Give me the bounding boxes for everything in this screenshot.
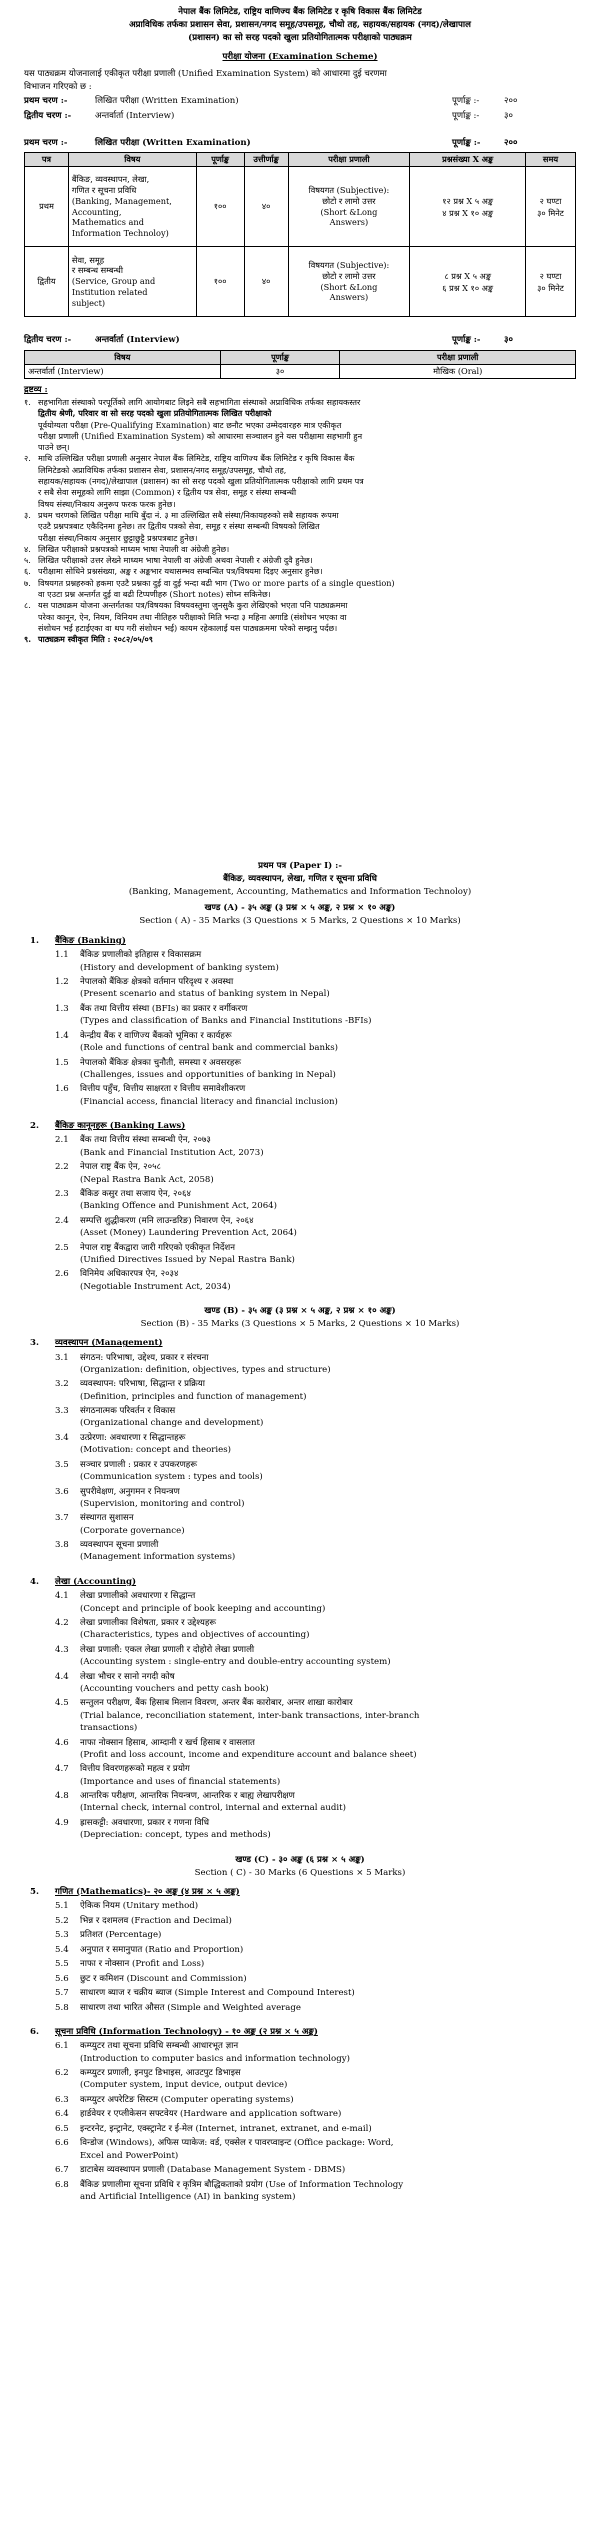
notes-title: द्रष्टव्य : bbox=[24, 385, 48, 395]
subtopic-line: नेपालको बैंकिङ क्षेत्रका चुनौती, समस्या र अवसरहरू bbox=[80, 1057, 242, 1068]
note-item-1 bbox=[24, 397, 576, 453]
section-a-title-en: Section ( A) - 35 Marks (3 Questions × 5 Marks, 2 Questions × 10 Marks) bbox=[139, 916, 461, 926]
col-header-subject: विषय bbox=[25, 351, 221, 365]
subtopic-number: 1.3 bbox=[55, 1003, 69, 1014]
time-cell bbox=[526, 247, 576, 317]
subtopic-line: संगठनात्मक परिवर्तन र विकास bbox=[80, 1406, 176, 1417]
time-line: २ घण्टा bbox=[539, 270, 562, 281]
paper1-subtitle: बैंकिङ, व्यवस्थापन, लेखा, गणित र सूचना प्रविधि bbox=[223, 874, 377, 884]
header-line-3: (प्रशासन) का सो सरह पदको खुला प्रतियोगितात्मक परीक्षाको पाठ्यक्रम bbox=[188, 33, 412, 43]
note-line: द्वितीय श्रेणी, परिवार वा सो सरह पदको खुला प्रतियोगितात्मक लिखित परीक्षाको bbox=[38, 408, 272, 419]
note-item-6 bbox=[24, 566, 576, 577]
subtopic-number: 5.1 bbox=[55, 1901, 69, 1911]
subtopic-number: 6.5 bbox=[55, 2123, 69, 2134]
written-table-header bbox=[25, 153, 576, 167]
note-item-3 bbox=[24, 510, 576, 544]
note-number: ४. bbox=[24, 543, 31, 554]
subtopic-line: साधारण ब्याज र चक्रीय ब्याज (Simple Interest and Compound Interest) bbox=[80, 1988, 355, 1998]
subtopic-number: 2.2 bbox=[55, 1162, 69, 1173]
subtopic-line: छुट र कमिशन (Discount and Commission) bbox=[80, 1973, 247, 1984]
note-number: २. bbox=[24, 453, 31, 464]
col-header-question-marks: प्रश्नसंख्या X अङ्क bbox=[410, 153, 526, 167]
subtopic-number: 1.6 bbox=[55, 1084, 69, 1095]
scheme-title: परीक्षा योजना (Examination Scheme) bbox=[222, 52, 378, 62]
note-item-7 bbox=[24, 578, 576, 601]
interview-table bbox=[24, 350, 576, 379]
note-line: विषयगत प्रश्नहरुको हकमा एउटै प्रश्नका दुई वा दुई भन्दा बढी भाग (Two or more parts of a single question) bbox=[38, 577, 395, 588]
header-line-2: अप्राविधिक तर्फका प्रशासन सेवा, प्रशासन/नगद समूह/उपसमूह, चौथो तह, सहायक/सहायक (नगद)/लेखापाल bbox=[129, 20, 471, 30]
note-item-9 bbox=[24, 634, 576, 645]
note-number: १. bbox=[24, 397, 31, 407]
subtopic-line: (Organization: definition, objectives, types and structure) bbox=[80, 1364, 331, 1375]
question-marks-cell bbox=[410, 247, 526, 317]
subtopic-number: 3.7 bbox=[55, 1513, 69, 1524]
subject-cell bbox=[68, 167, 196, 247]
topic-number: 5. bbox=[30, 1886, 39, 1897]
subtopic-line: and Artificial Intelligence (AI) in banking system) bbox=[80, 2192, 296, 2202]
subtopic-line: प्रतिशत (Percentage) bbox=[80, 1930, 162, 1940]
note-number: ९. bbox=[24, 634, 32, 645]
subtopic-line: वित्तीय पहुँच, वित्तीय साक्षरता र वित्तीय समावेशीकरण bbox=[80, 1084, 246, 1095]
system-line: Answers) bbox=[329, 217, 369, 228]
subtopic-line: (Accounting system : single-entry and double-entry accounting system) bbox=[80, 1657, 391, 1668]
subtopic-line: भिन्न र दशमलव (Fraction and Decimal) bbox=[80, 1915, 232, 1926]
subtopic-line: (Role and functions of central bank and commercial banks) bbox=[80, 1043, 339, 1053]
intro-stage1-marks: २०० bbox=[504, 96, 518, 106]
subject-line: गणित र सूचना प्रविधि bbox=[71, 184, 137, 195]
subtopic-line: नाफा र नोक्सान (Profit and Loss) bbox=[80, 1959, 205, 1969]
subtopic-line: (History and development of banking system) bbox=[80, 962, 279, 973]
question-marks-cell bbox=[410, 167, 526, 247]
subtopic-line: डाटाबेस व्यवस्थापन प्रणाली (Database Management System - DBMS) bbox=[80, 2165, 346, 2176]
note-line: एउटै प्रश्नपत्रबाट एकैदिनमा हुनेछ। तर द्वितीय पत्रको सेवा, समूह र संस्था सम्बन्धी विषयको लिखित bbox=[38, 521, 320, 532]
subtopic-number: 1.1 bbox=[55, 950, 69, 961]
system-line: (Short &Long bbox=[320, 206, 378, 217]
subtopic-line: लेखा भौचर र सानो नगदी कोष bbox=[80, 1671, 175, 1682]
subtopic-line: सञ्चार प्रणाली : प्रकार र उपकरणहरू bbox=[80, 1459, 198, 1470]
subtopic-number: 1.4 bbox=[55, 1030, 69, 1041]
intro-stage2-label: द्वितीय चरण :- bbox=[24, 111, 72, 121]
subtopic-number: 4.1 bbox=[55, 1591, 69, 1602]
subtopic-number: 1.5 bbox=[55, 1057, 69, 1068]
subtopic-line: लेखा प्रणालीका विशेषता, प्रकार र उद्देश्यहरू bbox=[80, 1618, 217, 1628]
subtopic-line: बैंकिङ प्रणालीको इतिहास र विकासक्रम bbox=[80, 950, 202, 961]
subtopic-line: ह्रासकट्टी: अवधारणा, प्रकार र गणना विधि bbox=[80, 1817, 210, 1828]
qm-line: ६ प्रश्न X १० अङ्क bbox=[442, 282, 494, 293]
subtopic-number: 6.4 bbox=[55, 2109, 69, 2120]
subtopic-number: 5.3 bbox=[55, 1930, 69, 1940]
intro-stage2-marks-label: पूर्णाङ्क :- bbox=[452, 111, 480, 121]
subtopic-line: ऐकिक नियम (Unitary method) bbox=[80, 1901, 199, 1911]
pass-marks: ४० bbox=[244, 247, 288, 317]
paper1-title: प्रथम पत्र (Paper I) :- bbox=[258, 861, 342, 871]
subtopic-number: 3.4 bbox=[55, 1432, 69, 1443]
subtopic-line: (Corporate governance) bbox=[80, 1525, 185, 1536]
topic-number: 1. bbox=[30, 936, 39, 946]
col-header-exam-system: परीक्षा प्रणाली bbox=[288, 153, 410, 167]
subtopic-line: नेपाल राष्ट्र बैंक ऐन, २०५८ bbox=[80, 1162, 162, 1173]
subtopic-line: (Introduction to computer basics and information technology) bbox=[80, 2053, 350, 2064]
subtopic-line: (Negotiable Instrument Act, 2034) bbox=[80, 1281, 231, 1292]
interview-exam-system: मौखिक (Oral) bbox=[340, 365, 576, 379]
paper1-subtitle-en: (Banking, Management, Accounting, Mathematics and Information Technoloy) bbox=[128, 887, 472, 897]
subtopic-line: बैंकिङ प्रणालीमा सूचना प्रविधि र कृत्रिम बौद्धिकताको प्रयोग (Use of Information Technology bbox=[80, 2179, 404, 2190]
table-row bbox=[25, 365, 576, 379]
intro-stage1-text: लिखित परीक्षा (Written Examination) bbox=[95, 96, 239, 106]
section-b-title-en: Section (B) - 35 Marks (3 Questions × 5 Marks, 2 Questions × 10 Marks) bbox=[140, 1319, 460, 1330]
subtopic-line: नाफा नोक्सान हिसाब, आम्दानी र खर्च हिसाब र वासलात bbox=[80, 1737, 255, 1748]
intro-line-1: यस पाठ्यक्रम योजनालाई एकीकृत परीक्षा प्रणाली (Unified Examination System) को आधारमा दुई चरणमा bbox=[24, 69, 387, 79]
subtopic-line: (Importance and uses of financial statements) bbox=[80, 1776, 281, 1787]
system-line: विषयगत (Subjective): bbox=[308, 184, 390, 195]
interview-marks: ३० bbox=[504, 335, 513, 345]
subtopic-line: (Organizational change and development) bbox=[80, 1418, 264, 1429]
subtopic-number: 1.2 bbox=[55, 977, 69, 988]
note-number: ६. bbox=[24, 566, 31, 577]
note-item-5 bbox=[24, 555, 576, 566]
exam-system-cell bbox=[288, 247, 410, 317]
note-line: वा एउटा प्रश्न अन्तर्गत दुई वा बढी टिप्पणीहरु (Short notes) सोध्न सकिनेछ। bbox=[38, 589, 271, 600]
interview-marks-label: पूर्णाङ्क :- bbox=[452, 335, 481, 345]
subtopic-number: 6.8 bbox=[55, 2179, 69, 2190]
subtopic-line: सुपरीवेक्षण, अनुगमन र नियन्त्रण bbox=[80, 1486, 180, 1497]
subtopic-line: (Trial balance, reconciliation statement, inter-bank transactions, inter-branch bbox=[80, 1710, 420, 1721]
subtopic-number: 4.4 bbox=[55, 1671, 69, 1682]
note-line: यस पाठ्यक्रम योजना अन्तर्गतका पत्र/विषयका विषयवस्तुमा जुनसुकै कुरा लेखिएको भएता पनि पाठ्यक्रममा bbox=[38, 600, 348, 611]
exam-system-cell bbox=[288, 167, 410, 247]
section-a-title: खण्ड (A) - ३५ अङ्क (३ प्रश्न × ५ अङ्क, २ प्रश्न × १० अङ्क) bbox=[204, 903, 396, 913]
subject-line: र सम्बन्ध सम्बन्धी bbox=[71, 265, 123, 276]
subtopic-line: सन्तुलन परीक्षण, बैंक हिसाब मिलान विवरण, अन्तर बैंक कारोबार, अन्तर शाखा कारोबार bbox=[80, 1698, 353, 1709]
topic-number: 6. bbox=[30, 2027, 39, 2037]
note-line: विषय संस्था/निकाय अनुरूप फरक फरक हुनेछ। bbox=[38, 498, 176, 509]
subtopic-line: (Profit and loss account, income and expenditure account and balance sheet) bbox=[80, 1749, 417, 1760]
subtopic-number: 4.5 bbox=[55, 1698, 69, 1709]
note-line: परेका कानून, ऐन, नियम, विनियम तथा नीतिहरु परीक्षाको मिति भन्दा ३ महिना अगाडि (संशोधन भएका वा bbox=[38, 611, 347, 622]
subtopic-line: साधारण तथा भारित औसत (Simple and Weighted average bbox=[80, 2002, 301, 2013]
subtopic-line: अनुपात र समानुपात (Ratio and Proportion) bbox=[80, 1944, 244, 1955]
subtopic-number: 6.6 bbox=[55, 2138, 69, 2149]
subtopic-line: विनिमेय अधिकारपत्र ऐन, २०३४ bbox=[80, 1269, 179, 1280]
subtopic-number: 3.2 bbox=[55, 1379, 69, 1390]
subtopic-line: वित्तीय विवरणहरूको महत्व र प्रयोग bbox=[80, 1764, 190, 1775]
qm-line: ४ प्रश्न X १० अङ्क bbox=[442, 207, 494, 218]
subject-cell bbox=[68, 247, 196, 317]
topic-title: व्यवस्थापन (Management) bbox=[55, 1338, 163, 1349]
col-header-exam-system: परीक्षा प्रणाली bbox=[340, 351, 576, 365]
subtopic-line: हार्डवेयर र एप्लीकेसन सफ्टवेयर (Hardware and application software) bbox=[80, 2109, 342, 2120]
subtopic-line: विन्डोज (Windows), अफिस प्याकेज: वर्ड, एक्सेल र पावरप्वाइन्ट (Office package: Word, bbox=[80, 2138, 394, 2149]
subtopic-line: (Asset (Money) Laundering Prevention Act, 2064) bbox=[80, 1228, 297, 1239]
written-exam-table bbox=[24, 152, 576, 317]
subtopic-line: नेपाल राष्ट्र बैंकद्वारा जारी गरिएको एकीकृत निर्देशन bbox=[80, 1242, 236, 1253]
topic-title: बैंकिङ (Banking) bbox=[55, 936, 126, 946]
pass-marks: ४० bbox=[244, 167, 288, 247]
subject-line: (Banking, Management, bbox=[71, 195, 172, 206]
subtopic-number: 4.8 bbox=[55, 1791, 69, 1802]
subtopic-number: 5.4 bbox=[55, 1944, 69, 1955]
note-line: पाठ्यक्रम स्वीकृत मिति : २०८२/०५/०९ bbox=[38, 634, 153, 645]
interview-full-marks: ३० bbox=[220, 365, 340, 379]
subtopic-number: 4.9 bbox=[55, 1817, 69, 1828]
subtopic-line: (Depreciation: concept, types and methods) bbox=[80, 1830, 271, 1841]
subtopic-line: संगठन: परिभाषा, उद्देश्य, प्रकार र संरचना bbox=[80, 1352, 209, 1363]
subtopic-line: (Motivation: concept and theories) bbox=[80, 1445, 231, 1456]
subtopic-number: 5.8 bbox=[55, 2002, 69, 2013]
subtopic-line: (Supervision, monitoring and control) bbox=[80, 1498, 245, 1509]
subtopic-number: 5.6 bbox=[55, 1973, 69, 1984]
note-number: ५. bbox=[24, 555, 31, 566]
subtopic-number: 6.1 bbox=[55, 2041, 69, 2052]
subtopic-line: (Types and classification of Banks and Financial Institutions -BFIs) bbox=[80, 1016, 372, 1027]
note-item-2 bbox=[24, 453, 576, 509]
topic-title: बैंकिङ कानूनहरू (Banking Laws) bbox=[55, 1121, 186, 1132]
full-marks: १०० bbox=[196, 247, 244, 317]
subtopic-number: 6.3 bbox=[55, 2094, 69, 2105]
subtopic-number: 4.7 bbox=[55, 1764, 69, 1775]
subtopic-line: केन्द्रीय बैंक र वाणिज्य बैंकको भूमिका र कार्यहरू bbox=[80, 1030, 232, 1041]
note-item-8 bbox=[24, 600, 576, 634]
note-line: लिमिटेडको अप्राविधिक तर्फका प्रशासन सेवा, प्रशासन/नगद समूह/उपसमूह, चौथो तह, bbox=[38, 464, 287, 475]
system-line: छोटो र लामो उत्तर bbox=[322, 195, 376, 206]
topic-number: 3. bbox=[30, 1338, 39, 1349]
paper-name: द्वितीय bbox=[25, 247, 69, 317]
subtopic-line: (Nepal Rastra Bank Act, 2058) bbox=[80, 1174, 214, 1185]
subject-line: Information Technoloy) bbox=[71, 228, 169, 239]
subtopic-number: 4.6 bbox=[55, 1737, 69, 1748]
qm-line: १२ प्रश्न X ५ अङ्क bbox=[442, 195, 494, 206]
subtopic-number: 5.2 bbox=[55, 1915, 69, 1926]
note-number: ७. bbox=[24, 577, 31, 588]
topic-title: सूचना प्रविधि (Information Technology) - १० अङ्क (२ प्रश्न × ५ अङ्क) bbox=[55, 2027, 318, 2037]
subtopic-line: संस्थागत सुशासन bbox=[80, 1513, 134, 1524]
subtopic-line: इन्टरनेट, इन्ट्रानेट, एक्स्ट्रानेट र ई-मेल (Internet, intranet, extranet, and e-mail) bbox=[80, 2123, 372, 2134]
note-line: र सबै सेवा समूहको लागि साझा (Common) र द्वितीय पत्र सेवा, समूह र संस्था सम्बन्धी bbox=[38, 487, 297, 498]
subtopic-number: 6.7 bbox=[55, 2165, 69, 2176]
subtopic-number: 5.5 bbox=[55, 1959, 69, 1969]
col-header-paper: पत्र bbox=[25, 153, 69, 167]
subtopic-line: (Challenges, issues and opportunities of banking in Nepal) bbox=[80, 1069, 336, 1080]
header-line-1: नेपाल बैंक लिमिटेड, राष्ट्रिय वाणिज्य बैंक लिमिटेड र कृषि विकास बैंक लिमिटेड bbox=[178, 7, 422, 17]
subject-line: subject) bbox=[71, 297, 106, 308]
subtopic-number: 2.5 bbox=[55, 1242, 69, 1253]
full-marks: १०० bbox=[196, 167, 244, 247]
notes-list bbox=[24, 397, 576, 646]
subtopic-line: व्यवस्थापन: परिभाषा, सिद्धान्त र प्रक्रिया bbox=[80, 1379, 205, 1390]
note-line: संशोधन भई हटाईएका वा थप गरी संशोधन भई) कायम रहेकालाई यस पाठ्यक्रममा परेको सम्झनु पर्दछ। bbox=[38, 622, 338, 633]
qm-line: ८ प्रश्न X ५ अङ्क bbox=[444, 270, 491, 281]
subtopic-number: 2.3 bbox=[55, 1189, 69, 1199]
note-line: परीक्षा प्रणाली (Unified Examination System) को आधारमा सञ्चालन हुने यस परीक्षामा सहभागी हुन bbox=[38, 430, 363, 441]
subtopic-line: लेखा प्रणाली: एकल लेखा प्रणाली र दोहोरो लेखा प्रणाली bbox=[80, 1644, 255, 1655]
note-number: ३. bbox=[24, 509, 31, 520]
subtopic-line: (Management information systems) bbox=[80, 1552, 236, 1563]
topic-number: 4. bbox=[30, 1576, 39, 1587]
subtopic-number: 3.5 bbox=[55, 1459, 69, 1470]
note-line: माथि उल्लिखित परीक्षा प्रणाली अनुसार नेपाल बैंक लिमिटेड, राष्ट्रिय वाणिज्य बैंक लिमिटेड र कृषि विकास बैंक bbox=[38, 453, 355, 464]
intro-stage2-text: अन्तर्वार्ता (Interview) bbox=[95, 111, 175, 121]
system-line: छोटो र लामो उत्तर bbox=[322, 270, 376, 281]
note-line: परीक्षा संस्था/निकाय अनुसार छुट्टाछुट्टै प्रश्नपत्रबाट हुनेछ। bbox=[38, 532, 198, 543]
subtopic-number: 3.1 bbox=[55, 1352, 69, 1363]
topic-title: लेखा (Accounting) bbox=[55, 1576, 137, 1587]
intro-stage1-label: प्रथम चरण :- bbox=[24, 96, 68, 106]
subject-line: Institution related bbox=[71, 286, 148, 297]
table-row bbox=[25, 247, 576, 317]
subtopic-number: 3.8 bbox=[55, 1540, 69, 1551]
subject-line: (Service, Group and bbox=[71, 276, 156, 287]
time-line: ३० मिनेट bbox=[537, 207, 564, 218]
subtopic-line: बैंकिङ कसुर तथा सजाय ऐन, २०६४ bbox=[80, 1189, 191, 1199]
subtopic-line: (Internal check, internal control, internal and external audit) bbox=[80, 1803, 346, 1814]
subtopic-line: transactions) bbox=[80, 1723, 138, 1733]
topic-number: 2. bbox=[30, 1121, 39, 1132]
subtopic-line: (Unified Directives Issued by Nepal Rastra Bank) bbox=[80, 1254, 295, 1265]
section-c-title: खण्ड (C) - ३० अङ्क (६ प्रश्न × ५ अङ्क) bbox=[235, 1854, 365, 1865]
interview-subject: अन्तर्वार्ता (Interview) bbox=[25, 365, 221, 379]
subject-line: बैंकिङ, व्यवस्थापन, लेखा, bbox=[71, 174, 150, 185]
note-line: पूर्वयोग्यता परीक्षा (Pre-Qualifying Examination) बाट छनौट भएका उम्मेदवारहरु मात्र एकीकृत bbox=[38, 419, 342, 430]
paper-name: प्रथम bbox=[25, 167, 69, 247]
note-line: पाउने छन्। bbox=[38, 442, 70, 453]
section-b-title: खण्ड (B) - ३५ अङ्क (३ प्रश्न × ५ अङ्क, २ प्रश्न × १० अङ्क) bbox=[204, 1306, 396, 1317]
col-header-subject: विषय bbox=[68, 153, 196, 167]
interview-stage-label: द्वितीय चरण :- bbox=[24, 335, 72, 345]
system-line: (Short &Long bbox=[320, 281, 378, 292]
time-line: ३० मिनेट bbox=[537, 282, 564, 293]
time-cell bbox=[526, 167, 576, 247]
written-marks-label: पूर्णाङ्क :- bbox=[452, 138, 481, 148]
col-header-pass-marks: उत्तीर्णाङ्क bbox=[244, 153, 288, 167]
note-line: लिखित परीक्षाको प्रश्नपत्रको माध्यम भाषा नेपाली वा अंग्रेजी हुनेछ। bbox=[38, 543, 230, 554]
written-stage-label: प्रथम चरण :- bbox=[24, 138, 68, 148]
written-title: लिखित परीक्षा (Written Examination) bbox=[95, 138, 251, 148]
note-line: परीक्षामा सोधिने प्रश्नसंख्या, अङ्क र अङ्कभार यथासम्भव सम्बन्धित पत्र/विषयमा दिइए अनुसार हुनेछ। bbox=[38, 566, 323, 577]
subtopic-number: 2.6 bbox=[55, 1269, 69, 1280]
subject-line: Accounting, bbox=[71, 206, 122, 217]
table-row bbox=[25, 167, 576, 247]
subtopic-line: (Concept and principle of book keeping and accounting) bbox=[80, 1603, 326, 1614]
note-number: ८. bbox=[24, 600, 31, 611]
section-c-title-en: Section ( C) - 30 Marks (6 Questions × 5 Marks) bbox=[194, 1867, 406, 1878]
subtopic-line: Excel and PowerPoint) bbox=[80, 2150, 179, 2161]
intro-stage2-marks: ३० bbox=[504, 111, 513, 121]
subtopic-line: (Characteristics, types and objectives of accounting) bbox=[80, 1630, 310, 1641]
subtopic-number: 5.7 bbox=[55, 1988, 69, 1998]
subtopic-line: सम्पत्ति शुद्धीकरण (मनि लाउन्डरिङ) निवारण ऐन, २०६४ bbox=[80, 1215, 254, 1226]
system-line: Answers) bbox=[329, 292, 369, 303]
subtopic-line: नेपालको बैंकिङ क्षेत्रको वर्तमान परिदृश्य र अवस्था bbox=[80, 977, 234, 988]
subtopic-line: उत्प्रेरणा: अवधारणा र सिद्धान्तहरू bbox=[80, 1432, 186, 1443]
time-line: २ घण्टा bbox=[539, 195, 562, 206]
subtopic-line: (Communication system : types and tools) bbox=[80, 1472, 263, 1482]
subtopic-line: कम्प्युटर तथा सूचना प्रविधि सम्बन्धी आधारभूत ज्ञान bbox=[80, 2041, 239, 2052]
subtopic-number: 2.4 bbox=[55, 1215, 69, 1226]
subtopic-line: आन्तरिक परीक्षण, आन्तरिक नियन्त्रण, आन्तरिक र बाह्य लेखापरीक्षण bbox=[80, 1791, 295, 1802]
subject-line: सेवा, समूह bbox=[71, 254, 105, 265]
subtopic-line: (Banking Offence and Punishment Act, 2064) bbox=[80, 1201, 278, 1212]
subtopic-line: व्यवस्थापन सूचना प्रणाली bbox=[80, 1540, 159, 1551]
subtopic-number: 4.2 bbox=[55, 1618, 69, 1628]
col-header-full-marks: पूर्णाङ्क bbox=[196, 153, 244, 167]
subtopic-line: कम्प्युटर अपरेटिङ सिस्टम (Computer operating systems) bbox=[80, 2094, 294, 2105]
interview-title: अन्तर्वार्ता (Interview) bbox=[95, 335, 180, 345]
topic-title: गणित (Mathematics)- २० अङ्क (४ प्रश्न × ५ अङ्क) bbox=[55, 1886, 240, 1897]
subtopic-line: (Bank and Financial Institution Act, 2073) bbox=[80, 1147, 264, 1158]
note-line: प्रथम चरणको लिखित परीक्षा माथि बुँदा नं. ३ मा उल्लिखित सबै संस्था/निकायहरुको सबै सहायक रूपमा bbox=[38, 509, 339, 520]
subtopic-line: (Financial access, financial literacy and financial inclusion) bbox=[80, 1096, 338, 1107]
subtopic-number: 3.6 bbox=[55, 1486, 69, 1497]
col-header-full-marks: पूर्णाङ्क bbox=[220, 351, 340, 365]
subtopic-number: 3.3 bbox=[55, 1406, 69, 1417]
subject-line: Mathematics and bbox=[71, 217, 144, 228]
interview-table-header bbox=[25, 351, 576, 365]
intro-line-2: विभाजन गरिएको छ : bbox=[24, 82, 92, 92]
col-header-time: समय bbox=[526, 153, 576, 167]
subtopic-line: बैंक तथा वित्तीय संस्था सम्बन्धी ऐन, २०७३ bbox=[80, 1135, 211, 1146]
note-line: सहायक/सहायक (नगद)/लेखापाल (प्रशासन) का सो सरह पदको खुला प्रतियोगितात्मक परीक्षाको लागि प्रथम पत्र bbox=[38, 476, 364, 487]
note-line: लिखित परीक्षाको उत्तर लेख्ने माध्यम भाषा नेपाली वा अंग्रेजी अथवा नेपाली र अंग्रेजी दुवै हुनेछ। bbox=[38, 555, 313, 566]
system-line: विषयगत (Subjective): bbox=[308, 259, 390, 270]
intro-stage1-marks-label: पूर्णाङ्क :- bbox=[452, 96, 480, 106]
written-marks: २०० bbox=[504, 138, 518, 148]
subtopic-line: (Present scenario and status of banking system in Nepal) bbox=[80, 989, 330, 1000]
subtopic-line: कम्प्युटर प्रणाली, इनपुट डिभाइस, आउटपुट डिभाइस bbox=[80, 2068, 241, 2079]
subtopic-line: बैंक तथा वित्तीय संस्था (BFIs) का प्रकार र वर्गीकरण bbox=[80, 1003, 248, 1014]
subtopic-number: 6.2 bbox=[55, 2068, 69, 2079]
subtopic-line: (Computer system, input device, output device) bbox=[80, 2080, 288, 2091]
subtopic-number: 4.3 bbox=[55, 1644, 69, 1655]
subtopic-number: 2.1 bbox=[55, 1135, 69, 1146]
subtopic-line: (Accounting vouchers and petty cash book) bbox=[80, 1683, 269, 1694]
note-item-4 bbox=[24, 544, 576, 555]
subtopic-line: लेखा प्रणालीको अवधारणा र सिद्धान्त bbox=[80, 1591, 196, 1602]
subtopic-line: (Definition, principles and function of management) bbox=[80, 1391, 307, 1402]
note-line: सहभागिता संस्थाको परपूर्तिको लागि आयोगबाट लिइने सबै सहभागिता संस्थाको अप्राविधिक तर्फका सहायकस्तर bbox=[38, 397, 361, 407]
